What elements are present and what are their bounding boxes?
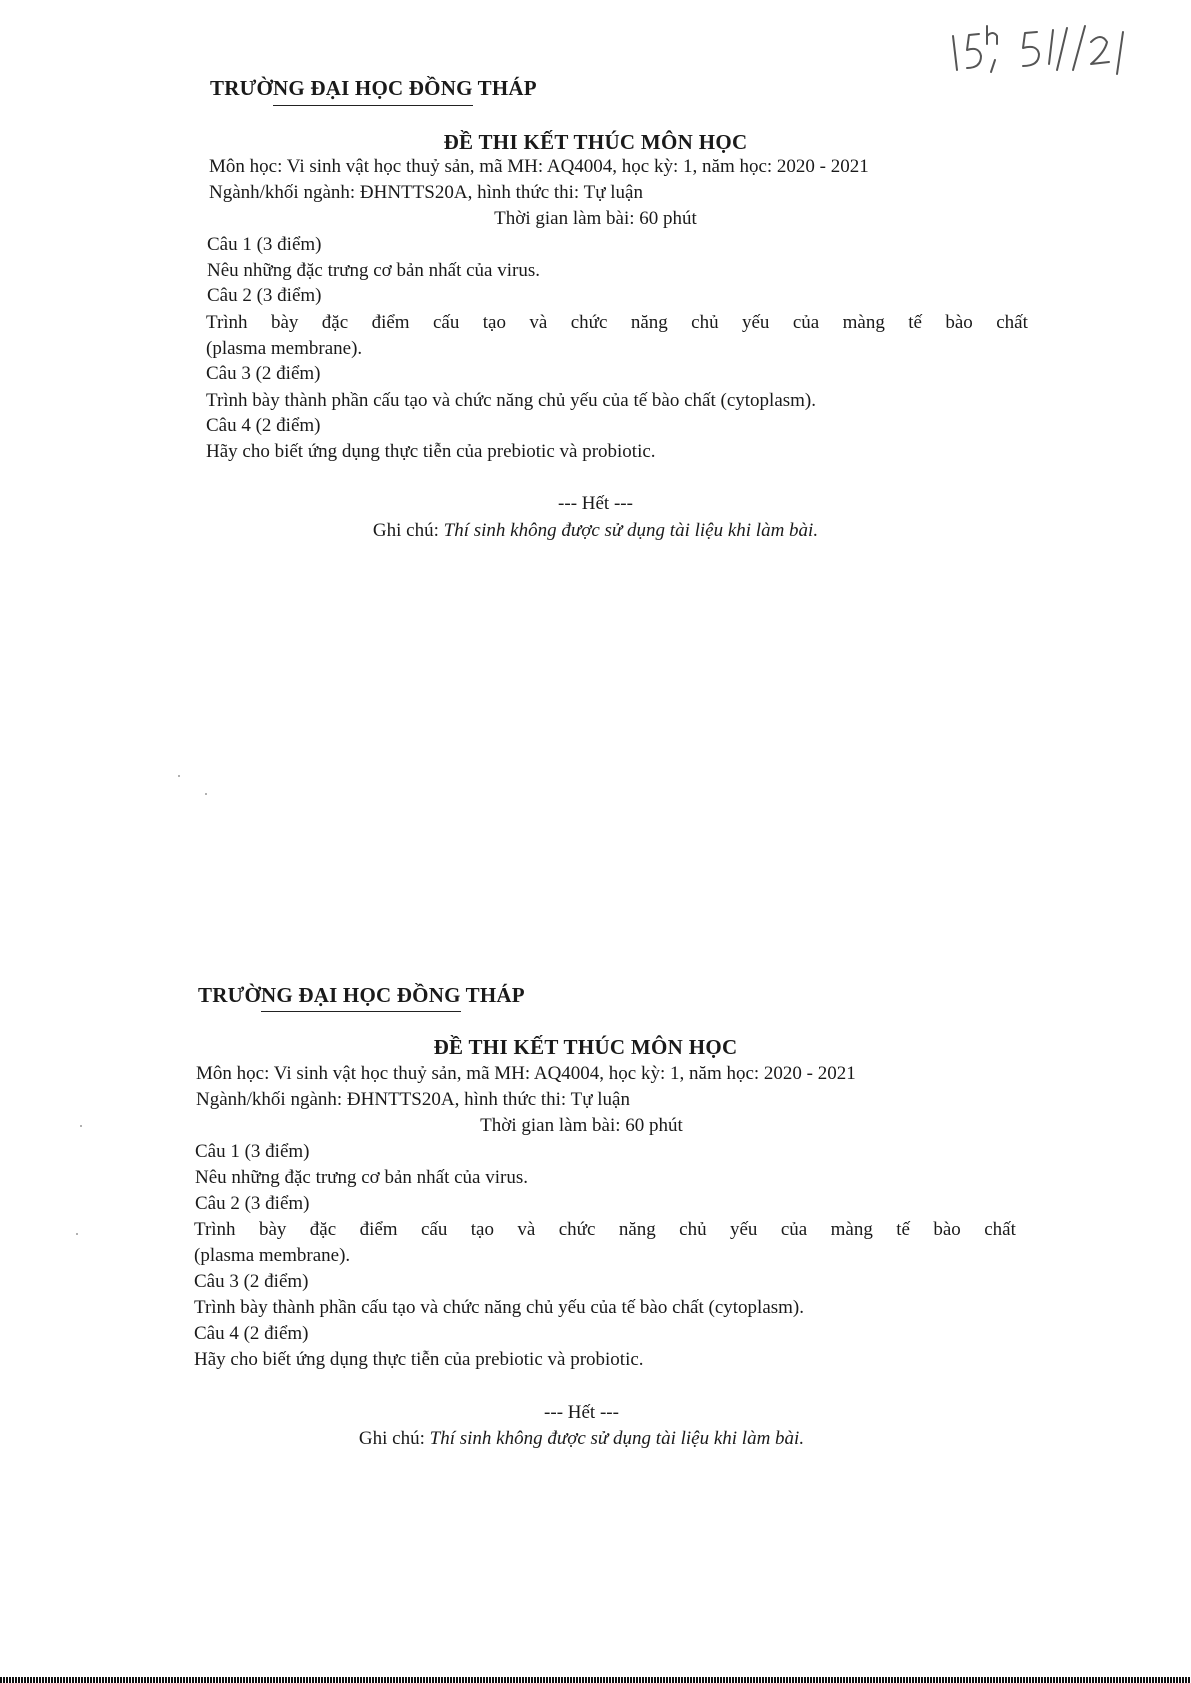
- q2-word: tế: [908, 312, 922, 333]
- q2-word: màng: [830, 1219, 873, 1240]
- q2-word: điểm: [359, 1219, 398, 1240]
- q2-word: của: [780, 1219, 808, 1240]
- question-4-heading: Câu 4 (2 điểm): [194, 1323, 309, 1344]
- question-3-heading: Câu 3 (2 điểm): [194, 1271, 309, 1292]
- school-name: TRƯỜNG ĐẠI HỌC ĐỒNG THÁP: [198, 983, 525, 1007]
- question-4-text: Hãy cho biết ứng dụng thực tiễn của prebiotic và probiotic.: [194, 1349, 644, 1370]
- q2-word: chất: [984, 1219, 1016, 1240]
- q2-word: Trình: [194, 1219, 236, 1240]
- question-1-text: Nêu những đặc trưng cơ bản nhất của virus.: [195, 1167, 528, 1188]
- q2-word: cấu: [420, 1219, 448, 1240]
- question-3-text: Trình bày thành phần cấu tạo và chức năng chủ yếu của tế bào chất (cytoplasm).: [194, 1297, 805, 1318]
- scan-speck: [80, 1125, 82, 1127]
- scan-speck: [76, 1233, 78, 1235]
- q2-word: bào: [945, 312, 973, 333]
- question-2-text-cont: (plasma membrane).: [194, 1245, 351, 1266]
- q2-word: tạo: [482, 312, 506, 333]
- q2-word: chất: [996, 312, 1028, 333]
- handwritten-note: [945, 18, 1145, 88]
- q2-word: và: [529, 312, 548, 333]
- q2-word: màng: [842, 312, 885, 333]
- question-4-heading: Câu 4 (2 điểm): [206, 415, 321, 436]
- question-3-heading: Câu 3 (2 điểm): [206, 363, 321, 384]
- question-3-text: Trình bày thành phần cấu tạo và chức năng chủ yếu của tế bào chất (cytoplasm).: [206, 390, 817, 411]
- note-label: Ghi chú:: [372, 520, 444, 541]
- q2-word: yếu: [742, 312, 770, 333]
- question-2-text: [206, 312, 1028, 334]
- time-line: Thời gian làm bài: 60 phút: [480, 1115, 683, 1136]
- time-line: Thời gian làm bài: 60 phút: [494, 208, 697, 229]
- note-line: [0, 1428, 1177, 1450]
- q2-word: năng: [630, 312, 668, 333]
- q2-word: tế: [896, 1219, 910, 1240]
- scan-speck: [178, 775, 180, 777]
- scan-speck: [205, 793, 207, 795]
- q2-word: bày: [270, 312, 299, 333]
- q2-word: chức: [570, 312, 608, 333]
- end-marker: --- Hết ---: [558, 493, 633, 514]
- question-2-text-cont: (plasma membrane).: [206, 338, 363, 359]
- school-underline: [261, 1011, 461, 1012]
- q2-word: Trình: [206, 312, 248, 333]
- q2-word: đặc: [321, 312, 349, 333]
- q2-word: yếu: [730, 1219, 758, 1240]
- course-line: Môn học: Vi sinh vật học thuỷ sản, mã MH: AQ4004, học kỳ: 1, năm học: 2020 - 2021: [196, 1063, 856, 1084]
- q2-word: cấu: [432, 312, 460, 333]
- course-line: Môn học: Vi sinh vật học thuỷ sản, mã MH: AQ4004, học kỳ: 1, năm học: 2020 - 2021: [209, 156, 869, 177]
- question-1-heading: Câu 1 (3 điểm): [195, 1141, 310, 1162]
- school-name: TRƯỜNG ĐẠI HỌC ĐỒNG THÁP: [210, 76, 537, 100]
- note-label: Ghi chú:: [358, 1428, 430, 1449]
- question-1-heading: Câu 1 (3 điểm): [207, 234, 322, 255]
- question-2-text: [194, 1219, 1016, 1241]
- exam-title: ĐỀ THI KẾT THÚC MÔN HỌC: [433, 1035, 738, 1059]
- end-marker: --- Hết ---: [544, 1402, 619, 1423]
- question-2-heading: Câu 2 (3 điểm): [207, 285, 322, 306]
- q2-word: điểm: [371, 312, 410, 333]
- note-line: [0, 520, 1191, 542]
- q2-word: năng: [618, 1219, 656, 1240]
- handwritten-note-drawing: [945, 18, 1145, 88]
- school-underline: [273, 105, 473, 106]
- major-line: Ngành/khối ngành: ĐHNTTS20A, hình thức thi: Tự luận: [209, 182, 643, 203]
- question-4-text: Hãy cho biết ứng dụng thực tiễn của prebiotic và probiotic.: [206, 441, 656, 462]
- q2-word: tạo: [470, 1219, 494, 1240]
- question-2-heading: Câu 2 (3 điểm): [195, 1193, 310, 1214]
- q2-word: bào: [933, 1219, 961, 1240]
- q2-word: và: [517, 1219, 536, 1240]
- major-line: Ngành/khối ngành: ĐHNTTS20A, hình thức thi: Tự luận: [196, 1089, 630, 1110]
- question-1-text: Nêu những đặc trưng cơ bản nhất của virus.: [207, 260, 540, 281]
- scan-edge: [0, 1677, 1191, 1683]
- note-text: Thí sinh không được sử dụng tài liệu khi làm bài.: [429, 1428, 805, 1449]
- q2-word: chủ: [691, 312, 719, 333]
- q2-word: bày: [258, 1219, 287, 1240]
- q2-word: của: [792, 312, 820, 333]
- q2-word: chủ: [679, 1219, 707, 1240]
- note-text: Thí sinh không được sử dụng tài liệu khi làm bài.: [443, 520, 819, 541]
- q2-word: chức: [558, 1219, 596, 1240]
- q2-word: đặc: [309, 1219, 337, 1240]
- exam-title: ĐỀ THI KẾT THÚC MÔN HỌC: [443, 130, 748, 154]
